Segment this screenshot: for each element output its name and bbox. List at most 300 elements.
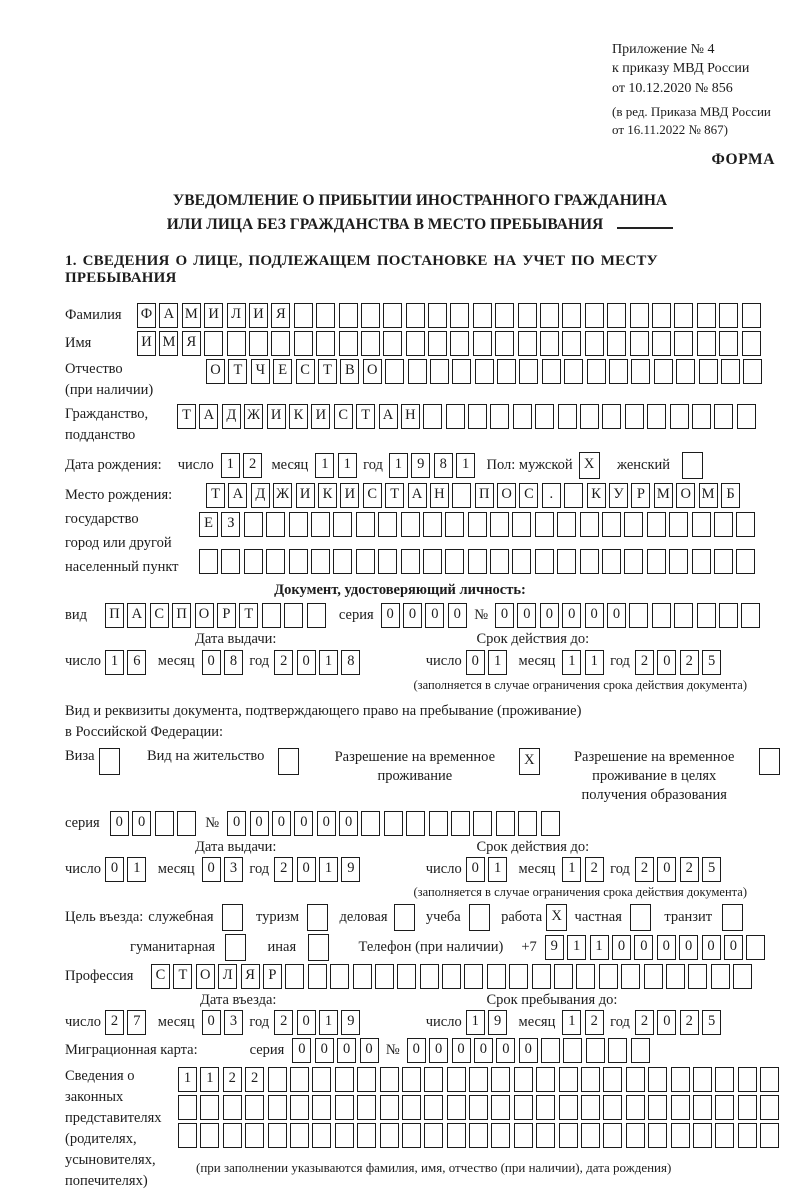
citizenship-input[interactable]: [177, 404, 759, 429]
char-cell[interactable]: [692, 549, 711, 574]
char-cell[interactable]: 0: [657, 650, 676, 675]
char-cell[interactable]: [284, 603, 303, 628]
char-cell[interactable]: [759, 748, 780, 775]
char-cell[interactable]: [308, 934, 329, 961]
char-cell[interactable]: 0: [634, 935, 653, 960]
char-cell[interactable]: [532, 964, 551, 989]
char-cell[interactable]: Ч: [251, 359, 270, 384]
char-cell[interactable]: О: [206, 359, 225, 384]
char-cell[interactable]: [447, 1123, 466, 1148]
char-cell[interactable]: 9: [545, 935, 564, 960]
char-cell[interactable]: [383, 331, 402, 356]
char-cell[interactable]: [692, 512, 711, 537]
char-cell[interactable]: [428, 303, 447, 328]
char-cell[interactable]: 1: [221, 453, 240, 478]
char-cell[interactable]: [742, 303, 761, 328]
char-cell[interactable]: 0: [337, 1038, 356, 1063]
doc-series-input[interactable]: [381, 603, 471, 628]
char-cell[interactable]: [424, 1067, 443, 1092]
char-cell[interactable]: 2: [635, 1010, 654, 1035]
char-cell[interactable]: [626, 1067, 645, 1092]
char-cell[interactable]: [760, 1067, 779, 1092]
char-cell[interactable]: [294, 331, 313, 356]
char-cell[interactable]: 0: [202, 650, 221, 675]
char-cell[interactable]: [535, 549, 554, 574]
char-cell[interactable]: [361, 811, 380, 836]
char-cell[interactable]: [408, 359, 427, 384]
char-cell[interactable]: 1: [562, 1010, 581, 1035]
char-cell[interactable]: [200, 1123, 219, 1148]
char-cell[interactable]: [333, 549, 352, 574]
char-cell[interactable]: Ф: [137, 303, 156, 328]
char-cell[interactable]: [722, 904, 743, 931]
char-cell[interactable]: 2: [635, 650, 654, 675]
char-cell[interactable]: [155, 811, 174, 836]
char-cell[interactable]: [204, 331, 223, 356]
char-cell[interactable]: 0: [297, 650, 316, 675]
char-cell[interactable]: [648, 1123, 667, 1148]
char-cell[interactable]: К: [318, 483, 337, 508]
stay-year-input[interactable]: [635, 1010, 725, 1035]
char-cell[interactable]: [311, 512, 330, 537]
char-cell[interactable]: 0: [562, 603, 581, 628]
char-cell[interactable]: 8: [341, 650, 360, 675]
doc-issue-day-input[interactable]: [105, 649, 150, 674]
char-cell[interactable]: [335, 1067, 354, 1092]
char-cell[interactable]: Д: [222, 404, 241, 429]
char-cell[interactable]: М: [182, 303, 201, 328]
char-cell[interactable]: [178, 1095, 197, 1120]
purpose-private-checkbox[interactable]: [630, 904, 654, 931]
char-cell[interactable]: [406, 811, 425, 836]
char-cell[interactable]: 2: [274, 650, 293, 675]
char-cell[interactable]: И: [296, 483, 315, 508]
char-cell[interactable]: [223, 1123, 242, 1148]
char-cell[interactable]: 0: [519, 1038, 538, 1063]
char-cell[interactable]: [648, 1095, 667, 1120]
char-cell[interactable]: [715, 1095, 734, 1120]
char-cell[interactable]: 2: [680, 650, 699, 675]
char-cell[interactable]: Т: [206, 483, 225, 508]
char-cell[interactable]: 0: [724, 935, 743, 960]
char-cell[interactable]: 1: [562, 650, 581, 675]
representatives-row3-input[interactable]: [178, 1123, 783, 1148]
char-cell[interactable]: [316, 303, 335, 328]
doc-valid-day-input[interactable]: [466, 649, 511, 674]
char-cell[interactable]: 0: [657, 1010, 676, 1035]
char-cell[interactable]: [447, 1095, 466, 1120]
char-cell[interactable]: А: [127, 603, 146, 628]
char-cell[interactable]: 5: [702, 1010, 721, 1035]
surname-input[interactable]: [137, 303, 764, 328]
char-cell[interactable]: [384, 811, 403, 836]
char-cell[interactable]: О: [676, 483, 695, 508]
char-cell[interactable]: 2: [223, 1067, 242, 1092]
char-cell[interactable]: [445, 512, 464, 537]
char-cell[interactable]: [487, 964, 506, 989]
purpose-business-checkbox[interactable]: [394, 904, 418, 931]
char-cell[interactable]: [602, 404, 621, 429]
char-cell[interactable]: 0: [297, 1010, 316, 1035]
char-cell[interactable]: [473, 331, 492, 356]
char-cell[interactable]: [518, 303, 537, 328]
char-cell[interactable]: [581, 1095, 600, 1120]
char-cell[interactable]: [339, 303, 358, 328]
char-cell[interactable]: [423, 512, 442, 537]
char-cell[interactable]: [624, 549, 643, 574]
char-cell[interactable]: 0: [495, 603, 514, 628]
char-cell[interactable]: [644, 964, 663, 989]
char-cell[interactable]: [380, 1095, 399, 1120]
char-cell[interactable]: Я: [241, 964, 260, 989]
char-cell[interactable]: 2: [274, 1010, 293, 1035]
char-cell[interactable]: 1: [319, 857, 338, 882]
char-cell[interactable]: [558, 404, 577, 429]
char-cell[interactable]: 2: [274, 857, 293, 882]
char-cell[interactable]: [559, 1123, 578, 1148]
char-cell[interactable]: [557, 549, 576, 574]
char-cell[interactable]: [603, 1067, 622, 1092]
char-cell[interactable]: [693, 1067, 712, 1092]
char-cell[interactable]: [469, 904, 490, 931]
char-cell[interactable]: [491, 1067, 510, 1092]
char-cell[interactable]: 0: [517, 603, 536, 628]
birth-month-input[interactable]: [315, 453, 360, 478]
char-cell[interactable]: [631, 1038, 650, 1063]
char-cell[interactable]: X: [546, 904, 567, 931]
char-cell[interactable]: 0: [272, 811, 291, 836]
purpose-study-checkbox[interactable]: [469, 904, 493, 931]
char-cell[interactable]: [697, 303, 716, 328]
char-cell[interactable]: [514, 1067, 533, 1092]
char-cell[interactable]: [585, 331, 604, 356]
char-cell[interactable]: 0: [407, 1038, 426, 1063]
char-cell[interactable]: Р: [217, 603, 236, 628]
char-cell[interactable]: [518, 811, 537, 836]
char-cell[interactable]: [714, 549, 733, 574]
char-cell[interactable]: М: [654, 483, 673, 508]
char-cell[interactable]: [564, 359, 583, 384]
char-cell[interactable]: 5: [702, 857, 721, 882]
char-cell[interactable]: 0: [607, 603, 626, 628]
char-cell[interactable]: [245, 1123, 264, 1148]
char-cell[interactable]: 1: [200, 1067, 219, 1092]
char-cell[interactable]: А: [379, 404, 398, 429]
char-cell[interactable]: [519, 359, 538, 384]
char-cell[interactable]: [378, 549, 397, 574]
char-cell[interactable]: [361, 331, 380, 356]
char-cell[interactable]: [394, 904, 415, 931]
purpose-official-checkbox[interactable]: [222, 904, 246, 931]
char-cell[interactable]: [536, 1095, 555, 1120]
char-cell[interactable]: 0: [466, 650, 485, 675]
char-cell[interactable]: 2: [245, 1067, 264, 1092]
char-cell[interactable]: [429, 811, 448, 836]
char-cell[interactable]: [671, 1067, 690, 1092]
char-cell[interactable]: [490, 549, 509, 574]
char-cell[interactable]: [630, 904, 651, 931]
char-cell[interactable]: [491, 1123, 510, 1148]
char-cell[interactable]: Т: [318, 359, 337, 384]
char-cell[interactable]: [268, 1095, 287, 1120]
char-cell[interactable]: [199, 549, 218, 574]
char-cell[interactable]: О: [363, 359, 382, 384]
char-cell[interactable]: [244, 549, 263, 574]
char-cell[interactable]: [715, 1067, 734, 1092]
given-name-input[interactable]: [137, 331, 764, 356]
char-cell[interactable]: [542, 359, 561, 384]
char-cell[interactable]: Е: [199, 512, 218, 537]
char-cell[interactable]: 0: [657, 935, 676, 960]
char-cell[interactable]: 3: [224, 1010, 243, 1035]
char-cell[interactable]: [607, 303, 626, 328]
char-cell[interactable]: [715, 1123, 734, 1148]
char-cell[interactable]: [624, 512, 643, 537]
purpose-other-checkbox[interactable]: [308, 934, 332, 961]
char-cell[interactable]: А: [199, 404, 218, 429]
char-cell[interactable]: 0: [540, 603, 559, 628]
char-cell[interactable]: [514, 1123, 533, 1148]
char-cell[interactable]: [603, 1123, 622, 1148]
char-cell[interactable]: Е: [273, 359, 292, 384]
char-cell[interactable]: П: [105, 603, 124, 628]
char-cell[interactable]: [580, 512, 599, 537]
char-cell[interactable]: [285, 964, 304, 989]
char-cell[interactable]: [406, 303, 425, 328]
char-cell[interactable]: 0: [250, 811, 269, 836]
char-cell[interactable]: [495, 303, 514, 328]
char-cell[interactable]: [468, 512, 487, 537]
char-cell[interactable]: [737, 404, 756, 429]
char-cell[interactable]: 1: [456, 453, 475, 478]
char-cell[interactable]: [697, 331, 716, 356]
char-cell[interactable]: [540, 303, 559, 328]
char-cell[interactable]: 8: [434, 453, 453, 478]
char-cell[interactable]: О: [196, 964, 215, 989]
char-cell[interactable]: [356, 549, 375, 574]
char-cell[interactable]: [674, 331, 693, 356]
purpose-tourism-checkbox[interactable]: [307, 904, 331, 931]
char-cell[interactable]: [630, 303, 649, 328]
char-cell[interactable]: [200, 1095, 219, 1120]
char-cell[interactable]: [262, 603, 281, 628]
visa-checkbox[interactable]: [99, 748, 123, 775]
char-cell[interactable]: Ж: [273, 483, 292, 508]
doc-valid-month-input[interactable]: [562, 649, 607, 674]
char-cell[interactable]: 0: [657, 857, 676, 882]
char-cell[interactable]: [699, 359, 718, 384]
char-cell[interactable]: [312, 1067, 331, 1092]
char-cell[interactable]: 0: [132, 811, 151, 836]
char-cell[interactable]: [312, 1123, 331, 1148]
char-cell[interactable]: С: [150, 603, 169, 628]
char-cell[interactable]: [586, 1038, 605, 1063]
char-cell[interactable]: [245, 1095, 264, 1120]
char-cell[interactable]: [631, 359, 650, 384]
char-cell[interactable]: И: [137, 331, 156, 356]
char-cell[interactable]: 0: [585, 603, 604, 628]
char-cell[interactable]: [738, 1067, 757, 1092]
char-cell[interactable]: [562, 331, 581, 356]
char-cell[interactable]: [535, 512, 554, 537]
char-cell[interactable]: [671, 1095, 690, 1120]
char-cell[interactable]: У: [609, 483, 628, 508]
char-cell[interactable]: [559, 1067, 578, 1092]
char-cell[interactable]: 2: [635, 857, 654, 882]
char-cell[interactable]: X: [579, 452, 600, 479]
char-cell[interactable]: [540, 331, 559, 356]
char-cell[interactable]: [721, 359, 740, 384]
char-cell[interactable]: [451, 811, 470, 836]
char-cell[interactable]: [312, 1095, 331, 1120]
residence-valid-month-input[interactable]: [562, 857, 607, 882]
char-cell[interactable]: Ж: [244, 404, 263, 429]
char-cell[interactable]: И: [340, 483, 359, 508]
char-cell[interactable]: [378, 512, 397, 537]
char-cell[interactable]: [468, 404, 487, 429]
char-cell[interactable]: [719, 603, 738, 628]
doc-issue-month-input[interactable]: [202, 649, 247, 674]
char-cell[interactable]: [692, 404, 711, 429]
char-cell[interactable]: П: [475, 483, 494, 508]
birth-place-row3-input[interactable]: [199, 549, 759, 574]
char-cell[interactable]: [177, 811, 196, 836]
char-cell[interactable]: 2: [105, 1010, 124, 1035]
char-cell[interactable]: [469, 1067, 488, 1092]
char-cell[interactable]: [268, 1123, 287, 1148]
char-cell[interactable]: [580, 404, 599, 429]
char-cell[interactable]: 1: [105, 650, 124, 675]
char-cell[interactable]: Д: [251, 483, 270, 508]
char-cell[interactable]: 0: [403, 603, 422, 628]
char-cell[interactable]: [602, 549, 621, 574]
char-cell[interactable]: 1: [590, 935, 609, 960]
char-cell[interactable]: [397, 964, 416, 989]
char-cell[interactable]: [491, 1095, 510, 1120]
char-cell[interactable]: [469, 1095, 488, 1120]
char-cell[interactable]: И: [204, 303, 223, 328]
char-cell[interactable]: Я: [182, 331, 201, 356]
char-cell[interactable]: 1: [178, 1067, 197, 1092]
char-cell[interactable]: [316, 331, 335, 356]
char-cell[interactable]: 3: [224, 857, 243, 882]
char-cell[interactable]: [554, 964, 573, 989]
residence-valid-day-input[interactable]: [466, 857, 511, 882]
char-cell[interactable]: Т: [173, 964, 192, 989]
char-cell[interactable]: [652, 303, 671, 328]
char-cell[interactable]: [402, 1067, 421, 1092]
char-cell[interactable]: [719, 303, 738, 328]
char-cell[interactable]: X: [519, 748, 540, 775]
char-cell[interactable]: 0: [452, 1038, 471, 1063]
char-cell[interactable]: Р: [263, 964, 282, 989]
entry-month-input[interactable]: [202, 1010, 247, 1035]
char-cell[interactable]: [356, 512, 375, 537]
stay-month-input[interactable]: [562, 1010, 607, 1035]
char-cell[interactable]: [383, 303, 402, 328]
char-cell[interactable]: Л: [218, 964, 237, 989]
char-cell[interactable]: А: [408, 483, 427, 508]
residence-valid-year-input[interactable]: [635, 857, 725, 882]
char-cell[interactable]: [266, 549, 285, 574]
char-cell[interactable]: [736, 512, 755, 537]
char-cell[interactable]: 2: [243, 453, 262, 478]
char-cell[interactable]: [670, 404, 689, 429]
residence-issue-month-input[interactable]: [202, 857, 247, 882]
char-cell[interactable]: [468, 549, 487, 574]
char-cell[interactable]: [693, 1095, 712, 1120]
char-cell[interactable]: [682, 452, 703, 479]
char-cell[interactable]: [738, 1095, 757, 1120]
char-cell[interactable]: [423, 549, 442, 574]
char-cell[interactable]: [671, 1123, 690, 1148]
char-cell[interactable]: 0: [679, 935, 698, 960]
char-cell[interactable]: [585, 303, 604, 328]
char-cell[interactable]: [401, 512, 420, 537]
char-cell[interactable]: [608, 1038, 627, 1063]
char-cell[interactable]: [490, 512, 509, 537]
char-cell[interactable]: [223, 1095, 242, 1120]
char-cell[interactable]: В: [340, 359, 359, 384]
char-cell[interactable]: [557, 512, 576, 537]
char-cell[interactable]: К: [587, 483, 606, 508]
char-cell[interactable]: [697, 603, 716, 628]
residence-series-input[interactable]: [110, 811, 200, 836]
char-cell[interactable]: [464, 964, 483, 989]
char-cell[interactable]: 0: [702, 935, 721, 960]
char-cell[interactable]: 0: [496, 1038, 515, 1063]
char-cell[interactable]: 0: [474, 1038, 493, 1063]
char-cell[interactable]: М: [699, 483, 718, 508]
char-cell[interactable]: [289, 549, 308, 574]
char-cell[interactable]: 0: [315, 1038, 334, 1063]
char-cell[interactable]: Б: [721, 483, 740, 508]
purpose-work-checkbox[interactable]: [546, 904, 570, 931]
char-cell[interactable]: [268, 1067, 287, 1092]
char-cell[interactable]: [289, 512, 308, 537]
stay-day-input[interactable]: [466, 1010, 511, 1035]
char-cell[interactable]: 0: [202, 1010, 221, 1035]
char-cell[interactable]: [294, 303, 313, 328]
char-cell[interactable]: [278, 748, 299, 775]
char-cell[interactable]: [652, 603, 671, 628]
char-cell[interactable]: [420, 964, 439, 989]
residence-issue-year-input[interactable]: [274, 857, 364, 882]
char-cell[interactable]: 0: [339, 811, 358, 836]
char-cell[interactable]: [496, 811, 515, 836]
char-cell[interactable]: [380, 1067, 399, 1092]
char-cell[interactable]: [581, 1123, 600, 1148]
char-cell[interactable]: [746, 935, 765, 960]
char-cell[interactable]: 7: [127, 1010, 146, 1035]
char-cell[interactable]: 0: [466, 857, 485, 882]
birth-year-input[interactable]: [389, 453, 479, 478]
char-cell[interactable]: [406, 331, 425, 356]
char-cell[interactable]: [669, 512, 688, 537]
char-cell[interactable]: 0: [202, 857, 221, 882]
char-cell[interactable]: 1: [562, 857, 581, 882]
char-cell[interactable]: [401, 549, 420, 574]
char-cell[interactable]: [536, 1123, 555, 1148]
birth-place-row2-input[interactable]: [199, 511, 759, 536]
char-cell[interactable]: [99, 748, 120, 775]
char-cell[interactable]: 9: [341, 1010, 360, 1035]
char-cell[interactable]: [385, 359, 404, 384]
char-cell[interactable]: [621, 964, 640, 989]
char-cell[interactable]: [535, 404, 554, 429]
char-cell[interactable]: С: [334, 404, 353, 429]
char-cell[interactable]: Л: [227, 303, 246, 328]
